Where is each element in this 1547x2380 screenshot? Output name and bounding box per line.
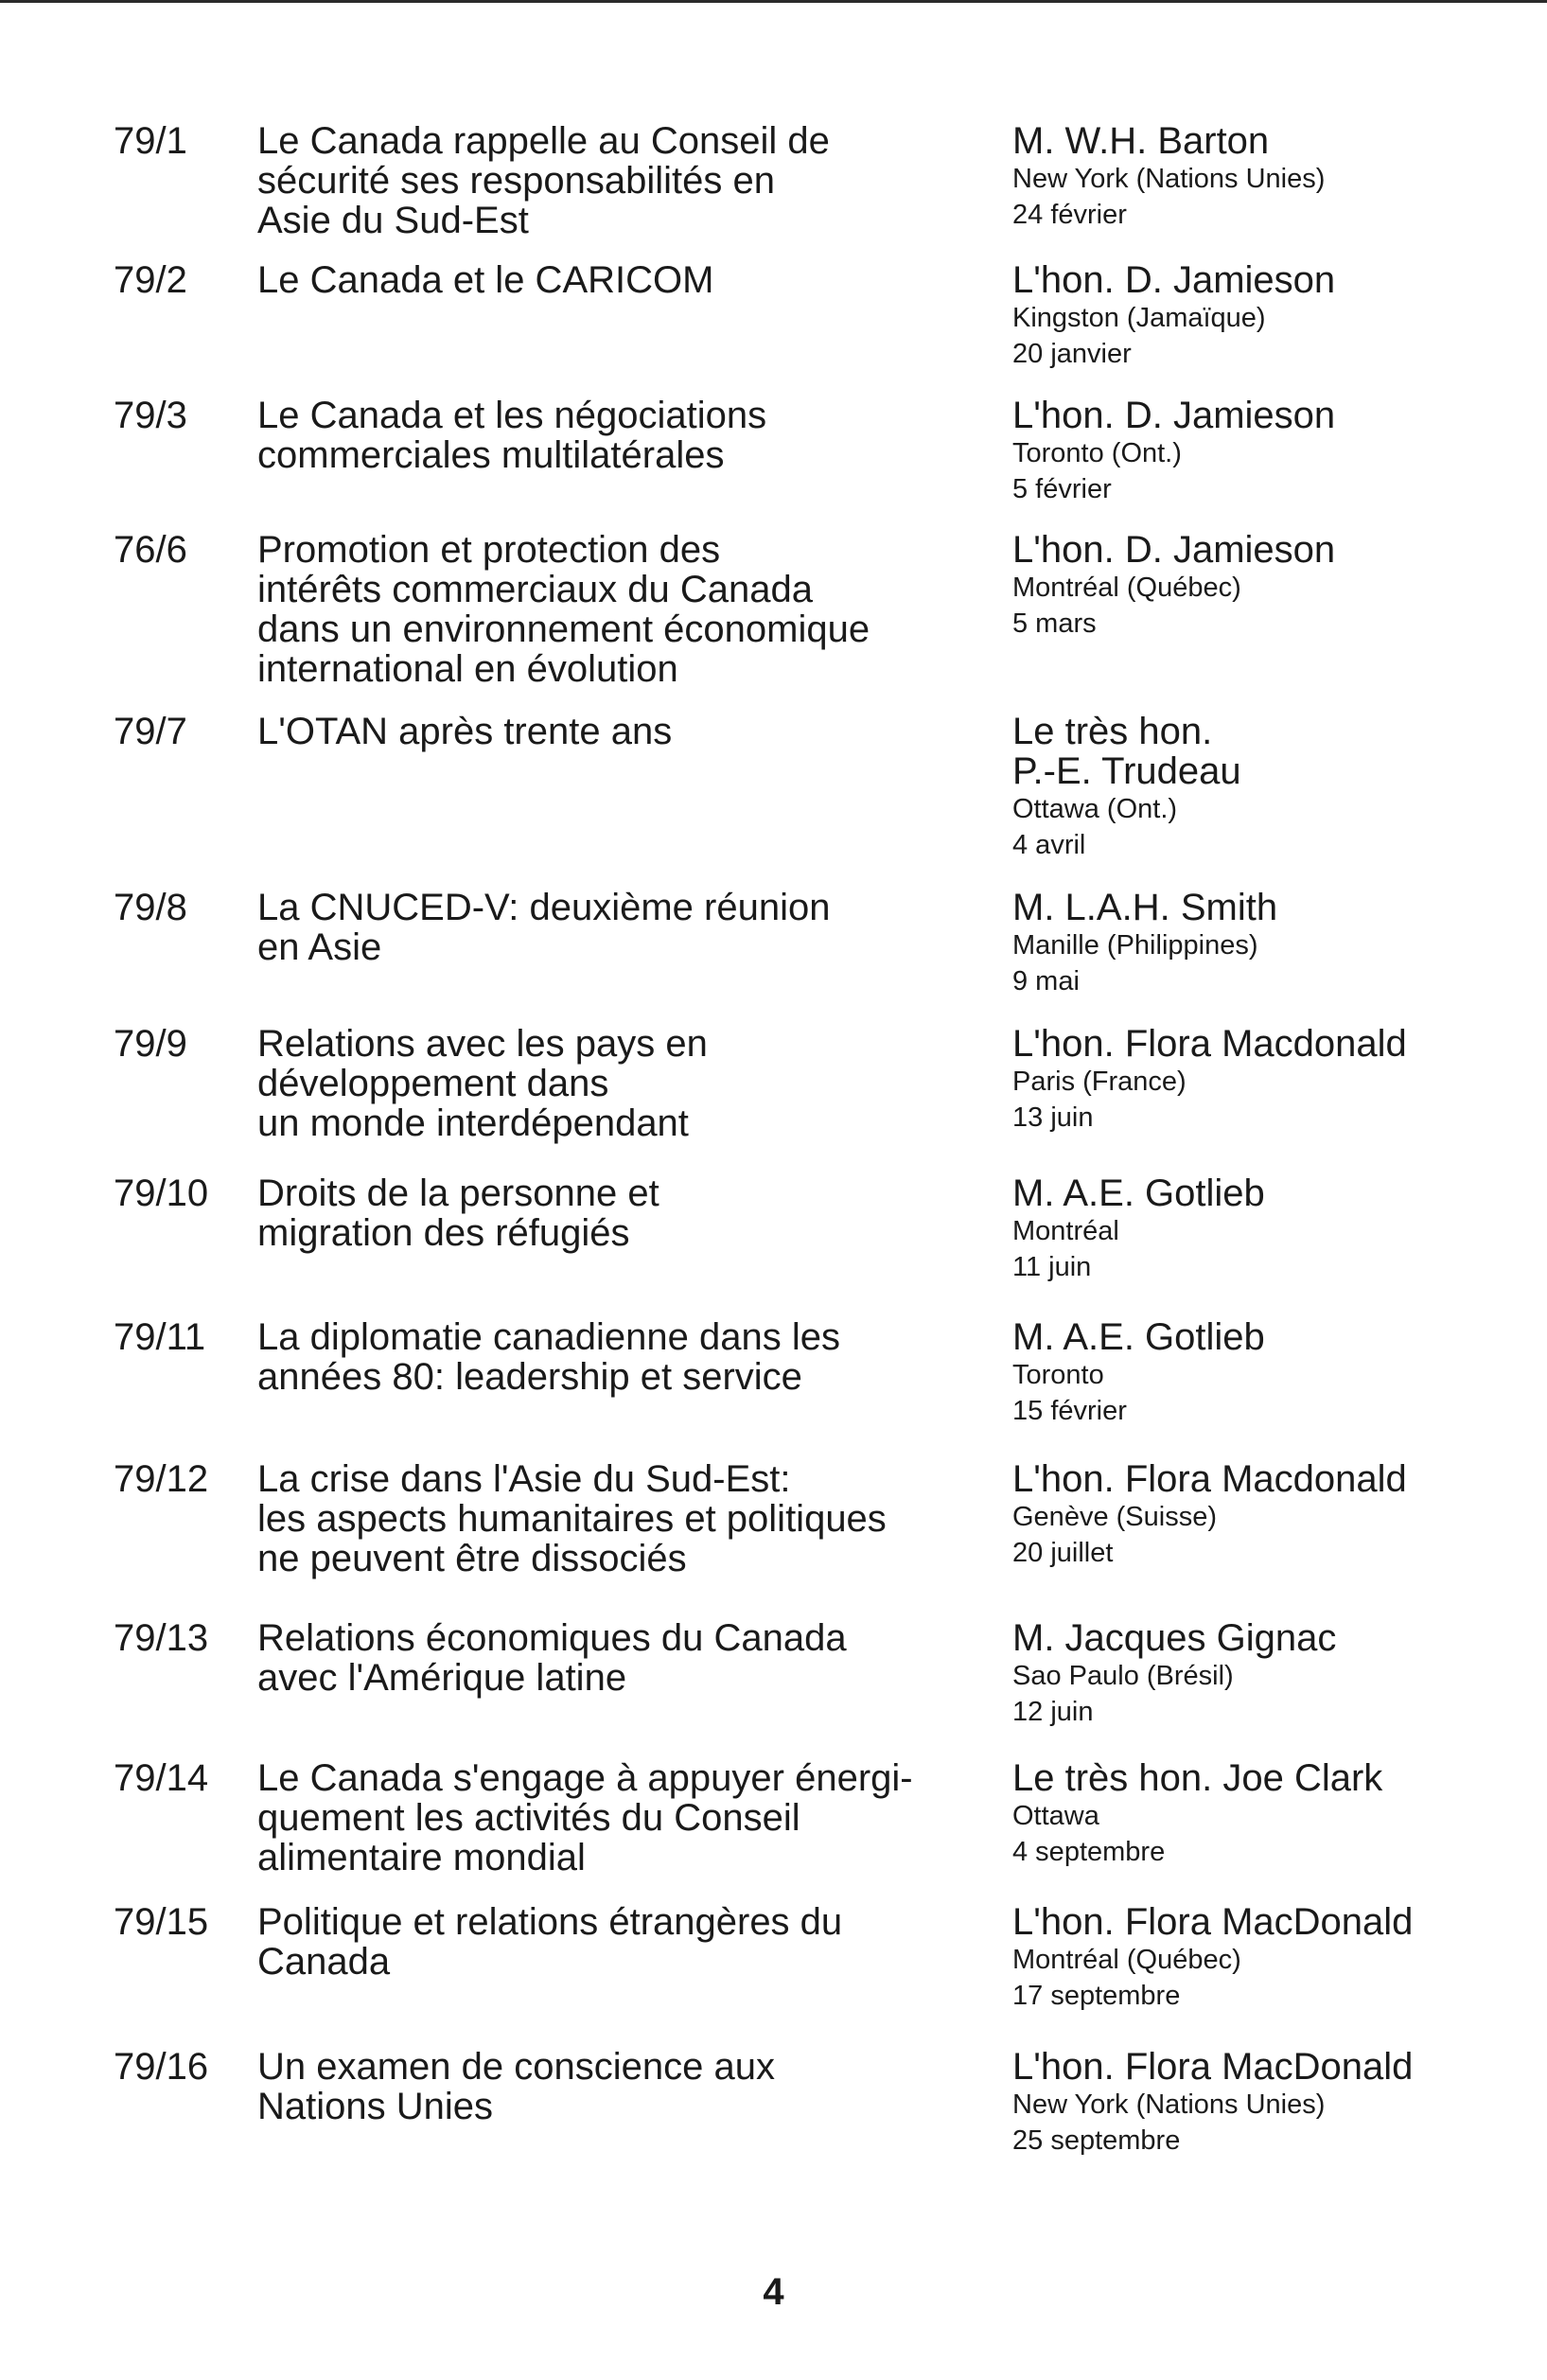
speech-title-line: Le Canada s'engage à appuyer énergi-: [257, 1757, 913, 1799]
speech-title-line: Le Canada rappelle au Conseil de: [257, 120, 830, 162]
speech-number: 79/1: [114, 120, 187, 162]
speech-place: Paris (France): [1012, 1067, 1187, 1097]
speech-details: [1012, 1459, 1523, 1571]
speech-title-line: commerciales multilatérales: [257, 434, 725, 476]
speech-title: [257, 260, 1005, 300]
speech-title-line: intérêts commerciaux du Canada: [257, 569, 813, 610]
speech-title-line: sécurité ses responsabilités en: [257, 160, 775, 202]
speech-number: 79/14: [114, 1757, 209, 1799]
speech-date: 9 mai: [1012, 966, 1080, 996]
speaker-name: L'hon. D. Jamieson: [1012, 259, 1336, 301]
speech-place: Genève (Suisse): [1012, 1502, 1217, 1532]
speech-title-line: Nations Unies: [257, 2086, 494, 2127]
speech-place: Manille (Philippines): [1012, 930, 1258, 961]
speech-details: [1012, 888, 1523, 999]
speech-date: 11 juin: [1012, 1252, 1092, 1282]
speech-date: 25 septembre: [1012, 2125, 1181, 2156]
speech-date: 4 avril: [1012, 830, 1086, 860]
speech-title-line: Le Canada et les négociations: [257, 395, 767, 436]
speech-place: New York (Nations Unies): [1012, 2089, 1326, 2120]
speaker-name: L'hon. Flora Macdonald: [1012, 1458, 1407, 1500]
speech-details: [1012, 2047, 1523, 2159]
speech-number: 79/9: [114, 1023, 187, 1065]
top-rule: [0, 0, 1547, 3]
speech-details: [1012, 712, 1523, 863]
speech-title: [257, 396, 1005, 475]
speech-details: [1012, 1317, 1523, 1429]
speaker-name: M. A.E. Gotlieb: [1012, 1316, 1265, 1358]
speaker-name: M. Jacques Gignac: [1012, 1617, 1337, 1659]
speech-title-line: dans un environnement économique: [257, 608, 870, 650]
speech-title: [257, 1024, 1005, 1143]
speech-number: 79/16: [114, 2046, 209, 2088]
speech-title-line: L'OTAN après trente ans: [257, 711, 673, 752]
speaker-name: L'hon. Flora Macdonald: [1012, 1023, 1407, 1065]
speaker-name: L'hon. D. Jamieson: [1012, 529, 1336, 571]
speech-title-line: un monde interdépendant: [257, 1102, 689, 1144]
speech-place: Montréal (Québec): [1012, 1945, 1241, 1975]
speech-title-line: années 80: leadership et service: [257, 1356, 802, 1398]
speech-title: [257, 1618, 1005, 1698]
speech-number: 79/13: [114, 1617, 209, 1659]
speech-number: 79/2: [114, 259, 187, 301]
page-number: 4: [763, 2271, 784, 2313]
speech-title: [257, 1317, 1005, 1397]
speech-place: Toronto (Ont.): [1012, 438, 1182, 468]
speech-title-line: international en évolution: [257, 648, 678, 690]
speaker-name: L'hon. D. Jamieson: [1012, 395, 1336, 436]
speech-title: [257, 530, 1005, 689]
speech-place: Kingston (Jamaïque): [1012, 303, 1266, 333]
speech-date: 5 février: [1012, 474, 1112, 504]
speech-details: [1012, 260, 1523, 372]
speech-title: [257, 2047, 1005, 2126]
speech-title-line: développement dans: [257, 1063, 609, 1104]
speech-title-line: Relations avec les pays en: [257, 1023, 708, 1065]
speech-date: 17 septembre: [1012, 1981, 1181, 2011]
speech-title-line: La CNUCED-V: deuxième réunion: [257, 887, 831, 928]
speech-number: 79/15: [114, 1901, 209, 1943]
speech-title-line: La diplomatie canadienne dans les: [257, 1316, 840, 1358]
speech-title-line: Relations économiques du Canada: [257, 1617, 847, 1659]
speech-date: 20 juillet: [1012, 1538, 1114, 1568]
speech-date: 24 février: [1012, 200, 1127, 230]
speech-number: 79/12: [114, 1458, 209, 1500]
speech-date: 5 mars: [1012, 608, 1097, 639]
speech-number: 76/6: [114, 529, 187, 571]
speech-title-line: Promotion et protection des: [257, 529, 721, 571]
speech-title-line: Canada: [257, 1941, 391, 1983]
speaker-name: L'hon. Flora MacDonald: [1012, 2046, 1414, 2088]
speech-title-line: Le Canada et le CARICOM: [257, 259, 714, 301]
speech-title: [257, 1459, 1005, 1578]
speaker-name: L'hon. Flora MacDonald: [1012, 1901, 1414, 1943]
speaker-name: M. W.H. Barton: [1012, 120, 1270, 162]
speaker-name: M. L.A.H. Smith: [1012, 887, 1278, 928]
speech-title-line: alimentaire mondial: [257, 1837, 586, 1878]
speech-details: [1012, 1618, 1523, 1730]
speech-place: Sao Paulo (Brésil): [1012, 1661, 1234, 1691]
speech-date: 13 juin: [1012, 1102, 1094, 1133]
speech-title-line: La crise dans l'Asie du Sud-Est:: [257, 1458, 791, 1500]
speech-date: 15 février: [1012, 1396, 1127, 1426]
speech-title-line: Asie du Sud-Est: [257, 200, 529, 241]
speech-title: [257, 888, 1005, 967]
speech-title: [257, 121, 1005, 240]
speech-place: Ottawa: [1012, 1801, 1099, 1831]
speaker-name: P.-E. Trudeau: [1012, 750, 1241, 792]
speech-date: 4 septembre: [1012, 1837, 1166, 1867]
speech-title: [257, 1758, 1005, 1878]
speech-date: 12 juin: [1012, 1697, 1094, 1727]
speech-number: 79/8: [114, 887, 187, 928]
speaker-name: Le très hon.: [1012, 711, 1213, 752]
speech-place: Toronto: [1012, 1360, 1104, 1390]
speech-title-line: avec l'Amérique latine: [257, 1657, 627, 1699]
speech-title-line: les aspects humanitaires et politiques: [257, 1498, 887, 1540]
speech-place: Ottawa (Ont.): [1012, 794, 1178, 824]
speech-number: 79/11: [114, 1316, 206, 1358]
speech-title: [257, 1902, 1005, 1982]
speech-details: [1012, 1758, 1523, 1870]
speech-title: [257, 712, 1005, 751]
speech-title-line: quement les activités du Conseil: [257, 1797, 800, 1839]
speech-title-line: migration des réfugiés: [257, 1212, 630, 1254]
speech-details: [1012, 396, 1523, 507]
speech-place: Montréal: [1012, 1216, 1119, 1246]
speech-place: New York (Nations Unies): [1012, 164, 1326, 194]
speech-number: 79/10: [114, 1172, 209, 1214]
speech-title: [257, 1173, 1005, 1253]
speech-title-line: Politique et relations étrangères du: [257, 1901, 843, 1943]
speech-details: [1012, 1024, 1523, 1136]
speech-date: 20 janvier: [1012, 339, 1132, 369]
speaker-name: M. A.E. Gotlieb: [1012, 1172, 1265, 1214]
speaker-name: Le très hon. Joe Clark: [1012, 1757, 1383, 1799]
speech-title-line: Droits de la personne et: [257, 1172, 659, 1214]
speech-number: 79/7: [114, 711, 187, 752]
speech-title-line: en Asie: [257, 926, 382, 968]
speech-details: [1012, 530, 1523, 642]
speech-title-line: Un examen de conscience aux: [257, 2046, 775, 2088]
speech-details: [1012, 121, 1523, 233]
speech-title-line: ne peuvent être dissociés: [257, 1538, 687, 1579]
speech-number: 79/3: [114, 395, 187, 436]
speech-place: Montréal (Québec): [1012, 573, 1241, 603]
speech-details: [1012, 1173, 1523, 1285]
speech-details: [1012, 1902, 1523, 2014]
